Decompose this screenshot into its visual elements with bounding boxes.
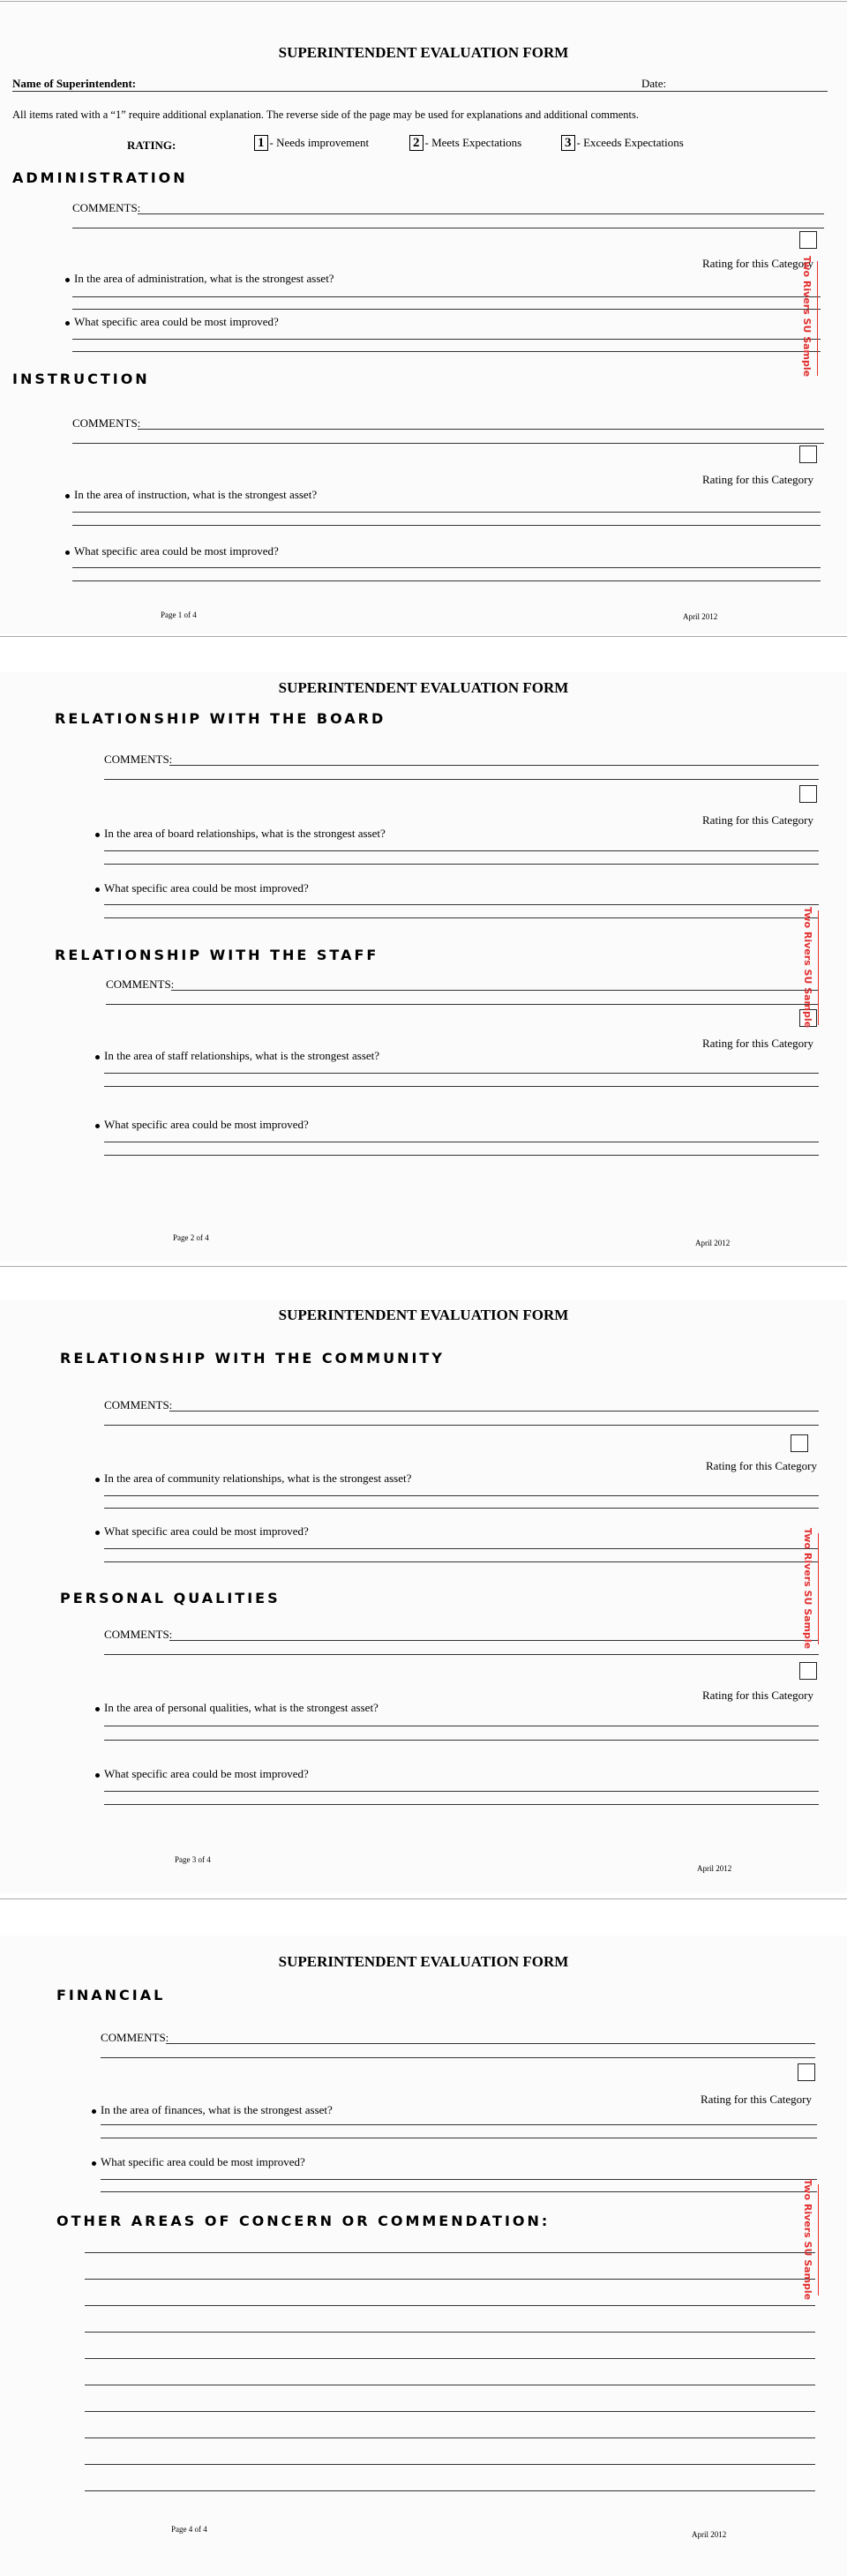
category-rating-box[interactable] — [798, 2063, 815, 2081]
answer-line[interactable] — [72, 580, 821, 581]
bullet-icon — [95, 1124, 100, 1128]
rating-category-label: Rating for this Category — [701, 2093, 813, 2106]
asset-question: In the area of instruction, what is the strongest asset? — [74, 488, 318, 501]
improve-question: What specific area could be most improved? — [104, 881, 309, 895]
improve-question: What specific area could be most improved? — [104, 1767, 309, 1780]
bullet-icon — [95, 887, 100, 892]
instructions-text: All items rated with a “1” require additional explanation. The reverse side of the page may be used for explanations and additional comments. — [12, 109, 639, 121]
comment-writing-line[interactable] — [85, 2490, 815, 2491]
improve-question: What specific area could be most improved? — [74, 544, 279, 558]
footer-date: April 2012 — [695, 1239, 731, 1247]
improve-question: What specific area could be most improved? — [101, 2155, 305, 2168]
watermark-bar — [818, 1533, 819, 1644]
improve-question: What specific area could be most improved? — [74, 315, 279, 328]
comments-label: COMMENTS: — [104, 1398, 173, 1412]
comments-line[interactable] — [104, 779, 819, 780]
comments-line[interactable] — [138, 213, 824, 214]
asset-question: In the area of staff relationships, what is the strongest asset? — [104, 1049, 380, 1062]
answer-line[interactable] — [104, 864, 819, 865]
comment-writing-line[interactable] — [85, 2437, 815, 2438]
comment-writing-line[interactable] — [85, 2411, 815, 2412]
answer-line[interactable] — [104, 1495, 819, 1496]
asset-question: In the area of board relationships, what is the strongest asset? — [104, 827, 386, 840]
asset-question: In the area of administration, what is the strongest asset? — [74, 272, 334, 285]
comments-line[interactable] — [106, 1004, 819, 1005]
bullet-icon — [95, 1773, 100, 1778]
bullet-icon — [95, 1478, 100, 1482]
form-title: SUPERINTENDENT EVALUATION FORM — [278, 1307, 569, 1323]
improve-question: What specific area could be most improved? — [104, 1118, 309, 1131]
comments-line[interactable] — [169, 1411, 819, 1412]
section-title-instruction: INSTRUCTION — [12, 371, 150, 387]
form-title: SUPERINTENDENT EVALUATION FORM — [278, 44, 569, 61]
rating-number-2: 2 — [409, 135, 424, 151]
comments-line[interactable] — [138, 429, 824, 430]
form-title: SUPERINTENDENT EVALUATION FORM — [278, 1953, 569, 1970]
answer-line[interactable] — [104, 1086, 819, 1087]
rating-text-2: - Meets Expectations — [424, 136, 522, 149]
footer-date: April 2012 — [692, 2530, 727, 2539]
rating-text-1: - Needs improvement — [269, 136, 370, 149]
page-number: Page 3 of 4 — [175, 1855, 211, 1864]
answer-line[interactable] — [101, 2179, 817, 2180]
answer-line[interactable] — [104, 904, 819, 905]
category-rating-box[interactable] — [799, 1662, 817, 1680]
comments-label: COMMENTS: — [72, 201, 141, 214]
watermark-bar — [817, 261, 818, 376]
rating-exceeds-expectations — [561, 135, 684, 151]
bullet-icon — [92, 2161, 96, 2166]
answer-line[interactable] — [101, 2124, 817, 2125]
rating-category-label: Rating for this Category — [702, 257, 814, 270]
rating-number-3: 3 — [561, 135, 575, 151]
page-divider — [0, 1266, 847, 1267]
rating-needs-improvement — [254, 135, 369, 151]
sample-watermark-stamp: Two Rivers SU Sample — [802, 2179, 813, 2301]
section-title-financial: FINANCIAL — [56, 1987, 166, 2003]
page-number: Page 1 of 4 — [161, 610, 197, 619]
rating-meets-expectations — [409, 135, 521, 151]
comments-label: COMMENTS: — [106, 977, 175, 991]
name-date-line[interactable] — [12, 91, 828, 92]
section-title-administration: ADMINISTRATION — [12, 169, 188, 186]
page-number: Page 2 of 4 — [173, 1233, 209, 1242]
watermark-bar — [818, 2184, 819, 2295]
rating-category-label: Rating for this Category — [702, 1689, 814, 1702]
date-label: Date: — [641, 77, 667, 90]
section-title-other-areas: OTHER AREAS OF CONCERN OR COMMENDATION: — [56, 2213, 551, 2229]
comments-line[interactable] — [169, 1640, 819, 1641]
comment-writing-line[interactable] — [85, 2305, 815, 2306]
sample-watermark-stamp: Two Rivers SU Sample — [801, 256, 813, 378]
comments-line[interactable] — [101, 2057, 815, 2058]
footer-date: April 2012 — [697, 1864, 732, 1873]
asset-question: In the area of finances, what is the strongest asset? — [101, 2103, 333, 2116]
rating-category-label: Rating for this Category — [706, 1459, 818, 1472]
answer-line[interactable] — [104, 1791, 819, 1792]
footer-date: April 2012 — [683, 612, 718, 621]
answer-line[interactable] — [104, 1508, 819, 1509]
comment-writing-line[interactable] — [85, 2464, 815, 2465]
rating-category-label: Rating for this Category — [702, 473, 814, 486]
rating-label: RATING: — [127, 139, 176, 152]
bullet-icon — [65, 494, 70, 498]
section-title-staff: RELATIONSHIP WITH THE STAFF — [55, 947, 379, 963]
comment-writing-line[interactable] — [85, 2358, 815, 2359]
rating-text-3: - Exceeds Expectations — [576, 136, 684, 149]
bullet-icon — [95, 1055, 100, 1060]
bullet-icon — [95, 1531, 100, 1535]
bullet-icon — [65, 550, 70, 555]
answer-line[interactable] — [104, 1073, 819, 1074]
answer-line[interactable] — [72, 309, 821, 310]
comments-line[interactable] — [104, 1654, 819, 1655]
asset-question: In the area of community relationships, what is the strongest asset? — [104, 1471, 412, 1485]
comments-line[interactable] — [72, 443, 824, 444]
category-rating-box[interactable] — [799, 446, 817, 463]
answer-line[interactable] — [72, 296, 821, 297]
answer-line[interactable] — [104, 1804, 819, 1805]
answer-line[interactable] — [101, 2191, 817, 2192]
superintendent-name-label: Name of Superintendent: — [12, 77, 137, 90]
comments-label: COMMENTS: — [104, 1628, 173, 1641]
bullet-icon — [65, 321, 70, 326]
page-divider — [0, 1898, 847, 1899]
answer-line[interactable] — [104, 917, 819, 918]
comment-writing-line[interactable] — [85, 2332, 815, 2333]
comments-line[interactable] — [166, 2043, 815, 2044]
section-title-board: RELATIONSHIP WITH THE BOARD — [55, 710, 386, 727]
comments-label: COMMENTS: — [104, 753, 173, 766]
bullet-icon — [95, 1707, 100, 1711]
comments-label: COMMENTS: — [72, 416, 141, 430]
section-title-personal-qualities: PERSONAL QUALITIES — [60, 1590, 281, 1606]
comment-writing-line[interactable] — [85, 2252, 815, 2253]
category-rating-box[interactable] — [799, 231, 817, 249]
category-rating-box[interactable] — [799, 785, 817, 803]
comments-line[interactable] — [104, 1425, 819, 1426]
answer-line[interactable] — [104, 1155, 819, 1156]
comments-line[interactable] — [171, 990, 819, 991]
comments-label: COMMENTS: — [101, 2031, 169, 2044]
answer-line[interactable] — [104, 1548, 819, 1549]
rating-number-1: 1 — [254, 135, 268, 151]
page-divider — [0, 1, 847, 2]
comment-writing-line[interactable] — [85, 2279, 815, 2280]
bullet-icon — [95, 833, 100, 837]
category-rating-box[interactable] — [791, 1434, 808, 1452]
section-title-community: RELATIONSHIP WITH THE COMMUNITY — [60, 1350, 445, 1367]
rating-category-label: Rating for this Category — [702, 813, 814, 827]
rating-category-label: Rating for this Category — [702, 1037, 814, 1050]
improve-question: What specific area could be most improved? — [104, 1524, 309, 1538]
answer-line[interactable] — [72, 351, 821, 352]
answer-line[interactable] — [104, 1561, 819, 1562]
answer-line[interactable] — [72, 339, 821, 340]
comments-line[interactable] — [169, 765, 819, 766]
bullet-icon — [92, 2109, 96, 2114]
form-title: SUPERINTENDENT EVALUATION FORM — [278, 679, 569, 696]
answer-line[interactable] — [104, 1740, 819, 1741]
asset-question: In the area of personal qualities, what is the strongest asset? — [104, 1701, 379, 1714]
answer-line[interactable] — [72, 512, 821, 513]
bullet-icon — [65, 278, 70, 282]
answer-line[interactable] — [72, 567, 821, 568]
page-divider — [0, 636, 847, 637]
watermark-bar — [818, 910, 819, 1025]
sample-watermark-stamp: Two Rivers SU Sample — [802, 1528, 813, 1650]
sample-watermark-stamp: Two Rivers SU Sample — [802, 907, 813, 1029]
answer-line[interactable] — [104, 850, 819, 851]
answer-line[interactable] — [72, 525, 821, 526]
page-number: Page 4 of 4 — [171, 2525, 207, 2534]
